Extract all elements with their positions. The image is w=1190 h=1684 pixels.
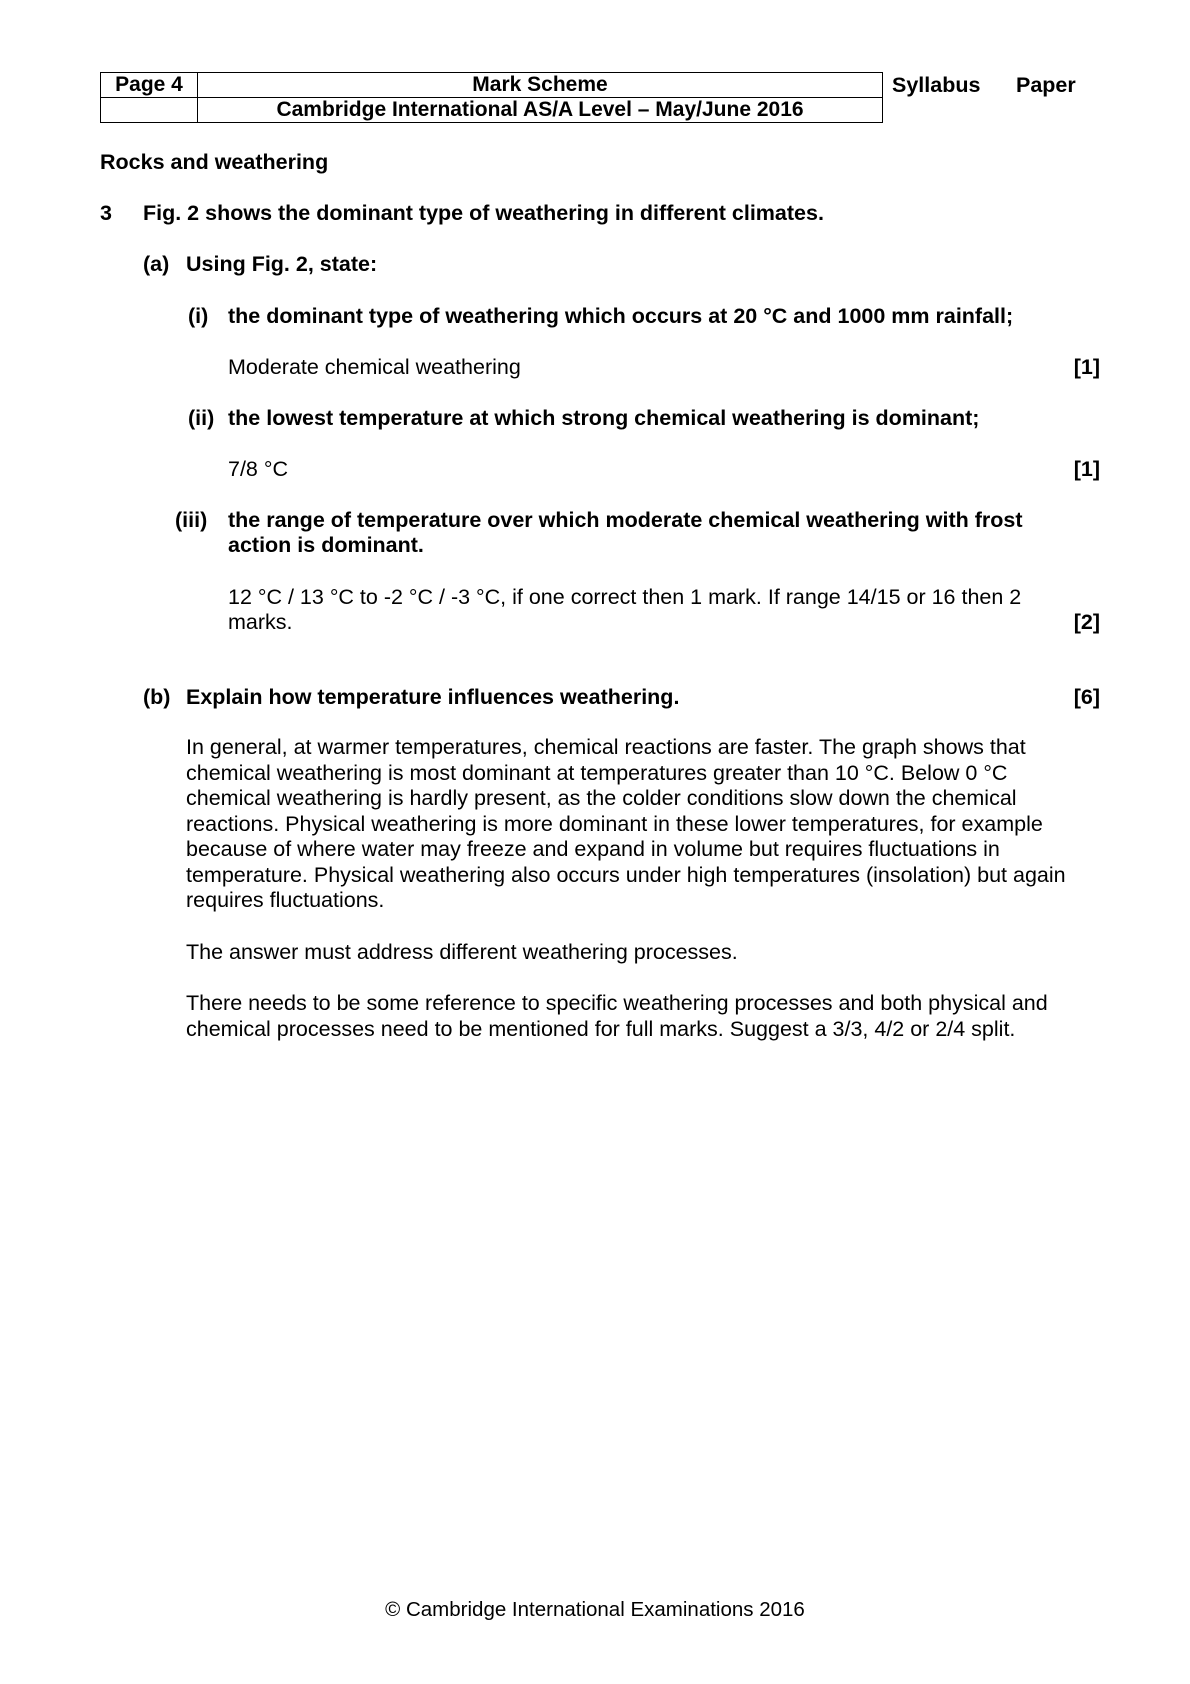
part-a-i-question: the dominant type of weathering which occurs at 20 °C and 1000 mm rainfall;: [228, 304, 1014, 328]
header-syllabus: Syllabus: [892, 73, 981, 97]
text-line: temperature. Physical weathering also occurs under high temperatures (insolation) but again: [186, 862, 1066, 887]
part-a-label: (a): [143, 252, 170, 276]
text-line: In general, at warmer temperatures, chemical reactions are faster. The graph shows that: [186, 735, 1026, 759]
header-table: [100, 72, 883, 123]
text-line: reactions. Physical weathering is more dominant in these lower temperatures, for example: [186, 811, 1043, 836]
part-b-mark: [6]: [1073, 685, 1100, 709]
part-a-iii-label: (iii): [175, 508, 208, 532]
part-a-iii-question-line2: action is dominant.: [228, 533, 424, 557]
text-line: chemical weathering is hardly present, as the colder conditions slow down the chemical: [186, 786, 1017, 810]
text-line: chemical processes need to be mentioned for full marks. Suggest a 3/3, 4/2 or 2/4 split.: [186, 1016, 1016, 1041]
header-empty-cell: [101, 98, 198, 123]
question-stem: Fig. 2 shows the dominant type of weathering in different climates.: [143, 201, 824, 225]
text-line: chemical weathering is most dominant at temperatures greater than 10 °C. Below 0 °C: [186, 760, 1008, 785]
page-number: Page 4: [101, 73, 198, 98]
part-b-paragraph-2: The answer must address different weathering processes.: [186, 940, 738, 964]
part-a-iii-question-line1: the range of temperature over which moderate chemical weathering with frost: [228, 508, 1023, 532]
text-line: There needs to be some reference to specific weathering processes and both physical and: [186, 991, 1048, 1015]
part-a-i-mark: [1]: [1073, 355, 1100, 379]
part-a-i-answer: Moderate chemical weathering: [228, 355, 521, 379]
part-a-ii-label: (ii): [188, 406, 215, 430]
part-a-i-label: (i): [188, 304, 209, 328]
question-number: 3: [100, 201, 112, 225]
part-b-question: Explain how temperature influences weathering.: [186, 685, 680, 709]
part-a-ii-answer: 7/8 °C: [228, 457, 288, 481]
part-a-stem: Using Fig. 2, state:: [186, 252, 378, 276]
part-b-paragraph-1: [186, 735, 1106, 914]
header-subtitle: Cambridge International AS/A Level – May/June 2016: [198, 98, 883, 123]
copyright-footer: © Cambridge International Examinations 2016: [385, 1598, 805, 1621]
section-title: Rocks and weathering: [100, 150, 329, 174]
part-a-iii-answer-line1: 12 °C / 13 °C to -2 °C / -3 °C, if one correct then 1 mark. If range 14/15 or 16 then 2: [228, 585, 1022, 609]
part-a-ii-mark: [1]: [1073, 457, 1100, 481]
part-b-paragraph-3: [186, 991, 1106, 1042]
part-a-iii-mark: [2]: [1073, 610, 1100, 634]
header-paper: Paper: [1016, 73, 1076, 97]
part-a-ii-question: the lowest temperature at which strong chemical weathering is dominant;: [228, 406, 980, 430]
text-line: because of where water may freeze and expand in volume but requires fluctuations in: [186, 837, 1000, 861]
text-line: requires fluctuations.: [186, 888, 385, 912]
header-title: Mark Scheme: [198, 73, 883, 98]
part-a-iii-answer-line2: marks.: [228, 610, 293, 634]
part-b-label: (b): [143, 685, 171, 709]
